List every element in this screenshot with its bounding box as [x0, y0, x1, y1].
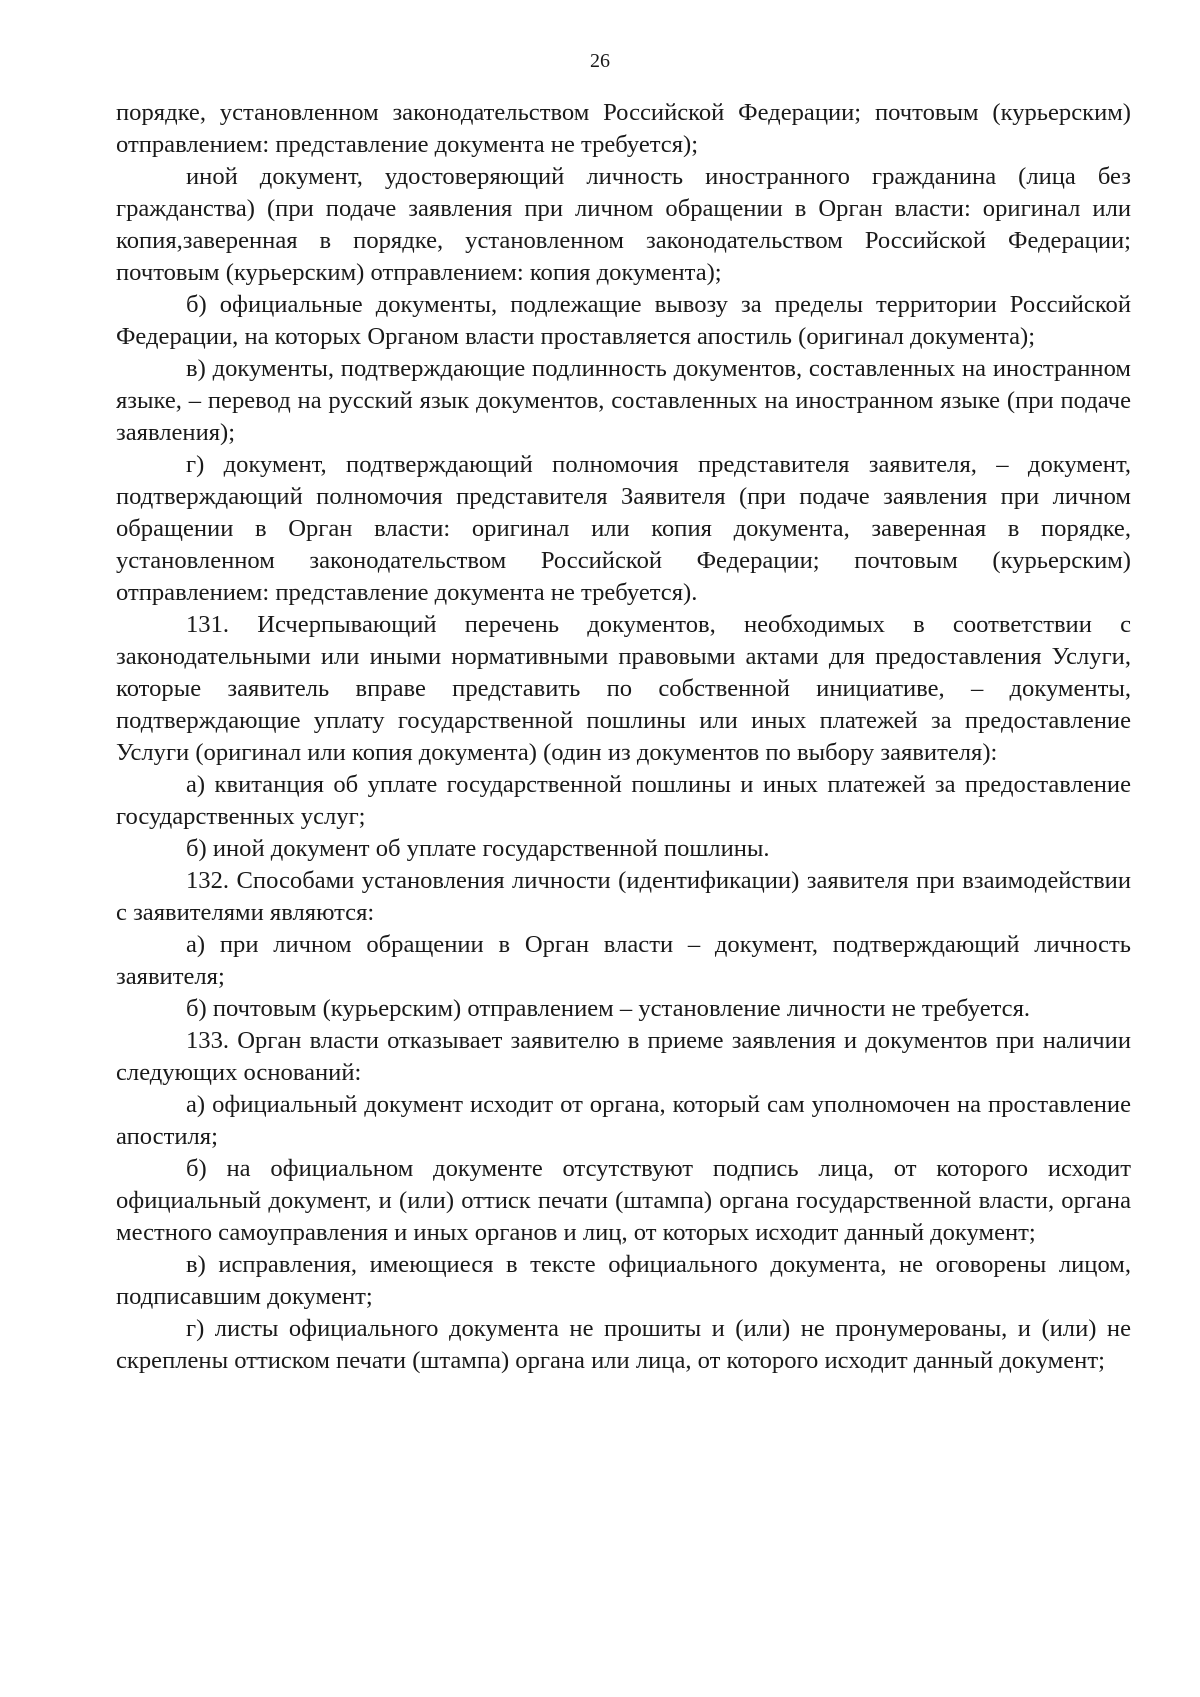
paragraph-131-a: а) квитанция об уплате государственной пошлины и иных платежей за предоставление государственных услуг; — [116, 771, 1131, 830]
paragraph-132: 132. Способами установления личности (идентификации) заявителя при взаимодействии с заявителями являются: — [116, 867, 1131, 926]
paragraph-item-v-translation: в) документы, подтверждающие подлинность документов, составленных на иностранном языке, – перевод на русский язык документов, составленных на иностранном языке (при подаче заявления); — [116, 355, 1131, 446]
paragraph-133-g: г) листы официального документа не прошиты и (или) не пронумерованы, и (или) не скреплены оттиском печати (штампа) органа или лица, от которого исходит данный документ; — [116, 1315, 1131, 1374]
paragraph-133-b: б) на официальном документе отсутствуют подпись лица, от которого исходит официальный документ, и (или) оттиск печати (штампа) органа государственной власти, органа местного самоуправления и иных органов и лиц, от которых исходит данный документ; — [116, 1155, 1131, 1246]
page-number: 26 — [590, 50, 610, 72]
paragraph-foreign-id-document: иной документ, удостоверяющий личность иностранного гражданина (лица без гражданства) (при подаче заявления при личном обращении в Орган власти: оригинал или копия,заверенная в порядке, установленном законодательством Российской Федерации; почтовым (курьерским) отправлением: копия документа); — [116, 163, 1131, 286]
paragraph-item-b-official-documents: б) официальные документы, подлежащие вывозу за пределы территории Российской Федерации, на которых Органом власти проставляется апостиль (оригинал документа); — [116, 291, 1131, 350]
paragraph-continuation: порядке, установленном законодательством Российской Федерации; почтовым (курьерским) отправлением: представление документа не требуется); — [116, 99, 1131, 158]
paragraph-131: 131. Исчерпывающий перечень документов, необходимых в соответствии с законодательными или иными нормативными правовыми актами для предоставления Услуги, которые заявитель вправе представить по собственной инициативе, – документы, подтверждающие уплату государственной пошлины или иных платежей за предоставление Услуги (оригинал или копия документа) (один из документов по выбору заявителя): — [116, 611, 1131, 766]
paragraph-132-b: б) почтовым (курьерским) отправлением – установление личности не требуется. — [186, 995, 1031, 1022]
paragraph-item-g-representative: г) документ, подтверждающий полномочия представителя заявителя, – документ, подтверждающий полномочия представителя Заявителя (при подаче заявления при личном обращении в Орган власти: оригинал или копия документа, заверенная в порядке, установленном законодательством Российской Федерации; почтовым (курьерским) отправлением: представление документа не требуется). — [116, 451, 1131, 606]
paragraph-131-b: б) иной документ об уплате государственной пошлины. — [186, 835, 770, 862]
paragraph-132-a: а) при личном обращении в Орган власти – документ, подтверждающий личность заявителя; — [116, 931, 1131, 990]
paragraph-133: 133. Орган власти отказывает заявителю в приеме заявления и документов при наличии следующих оснований: — [116, 1027, 1131, 1086]
document-body — [116, 97, 1131, 1377]
paragraph-133-v: в) исправления, имеющиеся в тексте официального документа, не оговорены лицом, подписавшим документ; — [116, 1251, 1131, 1310]
paragraph-133-a: а) официальный документ исходит от органа, который сам уполномочен на проставление апостиля; — [116, 1091, 1131, 1150]
